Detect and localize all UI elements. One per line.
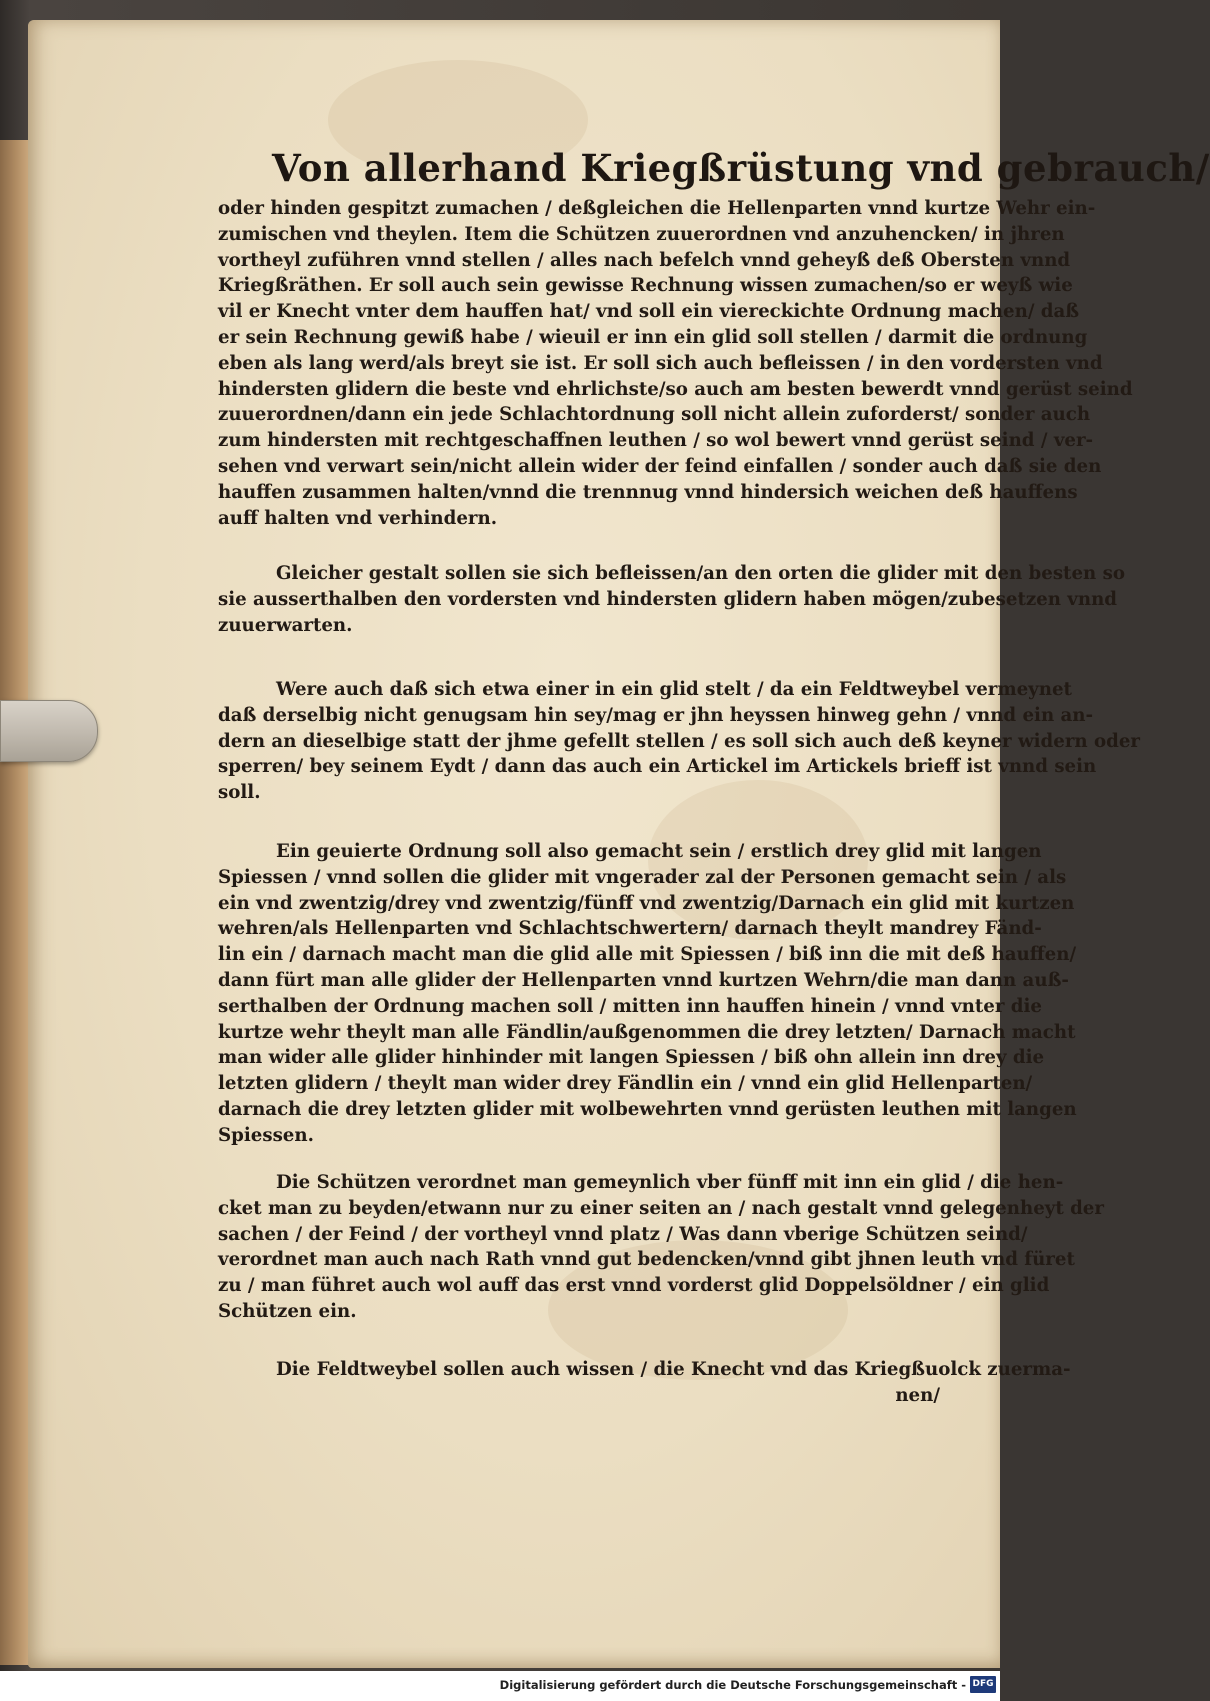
paragraph-6 (218, 1357, 1071, 1409)
text-line: Die Schützen verordnet man gemeynlich vber fünff mit inn ein glid / die hen- (276, 1172, 1064, 1193)
text-line: sachen / der Feind / der vortheyl vnnd platz / Was dann vberige Schützen seind/ (218, 1223, 1028, 1245)
footer-bar (0, 1671, 1000, 1701)
text-line: hindersten glidern die beste vnd ehrlichste/so auch am besten bewerdt vnnd gerüst seind (218, 378, 1133, 400)
paragraph-3 (218, 677, 1140, 806)
text-line: Spiessen. (218, 1124, 314, 1146)
text-line: cket man zu beyden/etwann nur zu einer seiten an / nach gestalt vnnd gelegenheyt der (218, 1197, 1104, 1219)
text-line: zum hindersten mit rechtgeschaffnen leuthen / so wol bewert vnnd gerüst seind / ver- (218, 430, 1094, 452)
text-line: vortheyl zuführen vnnd stellen / alles nach befelch vnnd geheyß deß Obersten vnnd (218, 249, 1071, 271)
text-line: dern an dieselbige statt der jhme gefellt stellen / es soll sich auch deß keyner widern oder (218, 730, 1140, 752)
text-line: oder hinden gespitzt zumachen / deßgleichen die Hellenparten vnnd kurtze Wehr ein- (218, 198, 1096, 219)
page-clip (0, 700, 98, 762)
paragraph-5 (218, 1170, 1104, 1325)
text-line: soll. (218, 782, 261, 804)
text-line: sehen vnd verwart sein/nicht allein wider der feind einfallen / sonder auch daß sie den (218, 455, 1102, 477)
text-line: letzten glidern / theylt man wider drey Fändlin ein / vnnd ein glid Hellenparten/ (218, 1073, 1033, 1095)
text-line: verordnet man auch nach Rath vnnd gut bedencken/vnnd gibt jhnen leuth vnd füret (218, 1249, 1075, 1271)
text-line: vil er Knecht vnter dem hauffen hat/ vnd soll ein viereckichte Ordnung machen/ daß (218, 301, 1080, 323)
text-line: man wider alle glider hinhinder mit langen Spiessen / biß ohn allein inn drey die (218, 1047, 1045, 1069)
text-line: Die Feldtweybel sollen auch wissen / die Knecht vnd das Kriegßuolck zuerma- (276, 1359, 1071, 1380)
text-line: zumischen vnd theylen. Item die Schützen zuuerordnen vnd anzuhencken/ in jhren (218, 223, 1065, 245)
text-line: eben als lang werd/als breyt sie ist. Er soll sich auch befleissen / in den vordersten vnd (218, 352, 1103, 374)
text-line: sperren/ bey seinem Eydt / dann das auch ein Artickel im Artickels brieff ist vnnd sein (218, 756, 1097, 778)
running-header: Von allerhand Kriegßrüstung vnd gebrauch/ (272, 146, 1210, 190)
text-line: lin ein / darnach macht man die glid alle mit Spiessen / biß inn die mit deß hauffen/ (218, 944, 1077, 966)
text-line: zu / man führet auch wol auff das erst vnnd vorderst glid Doppelsöldner / ein glid (218, 1275, 1050, 1297)
text-line: hauffen zusammen halten/vnnd die trennnug vnnd hindersich weichen deß hauffens (218, 481, 1078, 503)
text-line: wehren/als Hellenparten vnd Schlachtschwertern/ darnach theylt mandrey Fänd- (218, 918, 1042, 940)
funding-credit: Digitalisierung gefördert durch die Deutsche Forschungsgemeinschaft - (499, 1678, 966, 1692)
text-line: zuuerordnen/dann ein jede Schlachtordnung soll nicht allein zuforderst/ sonder auch (218, 404, 1091, 426)
dfg-logo: DFG (970, 1676, 996, 1693)
text-line: ein vnd zwentzig/drey vnd zwentzig/fünff vnd zwentzig/Darnach ein glid mit kurtzen (218, 892, 1075, 914)
paragraph-2 (218, 561, 1125, 638)
paragraph-1 (218, 196, 1133, 531)
text-line: Were auch daß sich etwa einer in ein glid stelt / da ein Feldtweybel vermeynet (276, 679, 1072, 700)
text-line: daß derselbig nicht genugsam hin sey/mag er jhn heyssen hinweg gehn / vnnd ein an- (218, 704, 1094, 726)
text-line: sie ausserthalben den vordersten vnd hindersten glidern haben mögen/zubesetzen vnnd (218, 588, 1118, 610)
text-line: auff halten vnd verhindern. (218, 507, 498, 529)
paragraph-4 (218, 839, 1077, 1149)
text-line: kurtze wehr theylt man alle Fändlin/außgenommen die drey letzten/ Darnach macht (218, 1021, 1076, 1043)
text-line: Ein geuierte Ordnung soll also gemacht sein / erstlich drey glid mit langen (276, 841, 1042, 862)
text-line: Gleicher gestalt sollen sie sich befleissen/an den orten die glider mit den besten so (276, 563, 1125, 584)
text-line: Schützen ein. (218, 1300, 357, 1322)
text-line: zuuerwarten. (218, 614, 353, 636)
text-line: Spiessen / vnnd sollen die glider mit vngerader zal der Personen gemacht sein / als (218, 866, 1067, 888)
catchword: nen/ (895, 1384, 940, 1406)
text-line: darnach die drey letzten glider mit wolbewehrten vnnd gerüsten leuthen mit langen (218, 1098, 1077, 1120)
text-line: dann fürt man alle glider der Hellenparten vnnd kurtzen Wehrn/die man dann auß- (218, 969, 1069, 991)
text-line: Kriegßräthen. Er soll auch sein gewisse Rechnung wissen zumachen/so er weyß wie (218, 275, 1073, 297)
text-line: serthalben der Ordnung machen soll / mitten inn hauffen hinein / vnnd vnter die (218, 995, 1042, 1017)
text-line: er sein Rechnung gewiß habe / wieuil er inn ein glid soll stellen / darmit die ordnung (218, 326, 1088, 348)
